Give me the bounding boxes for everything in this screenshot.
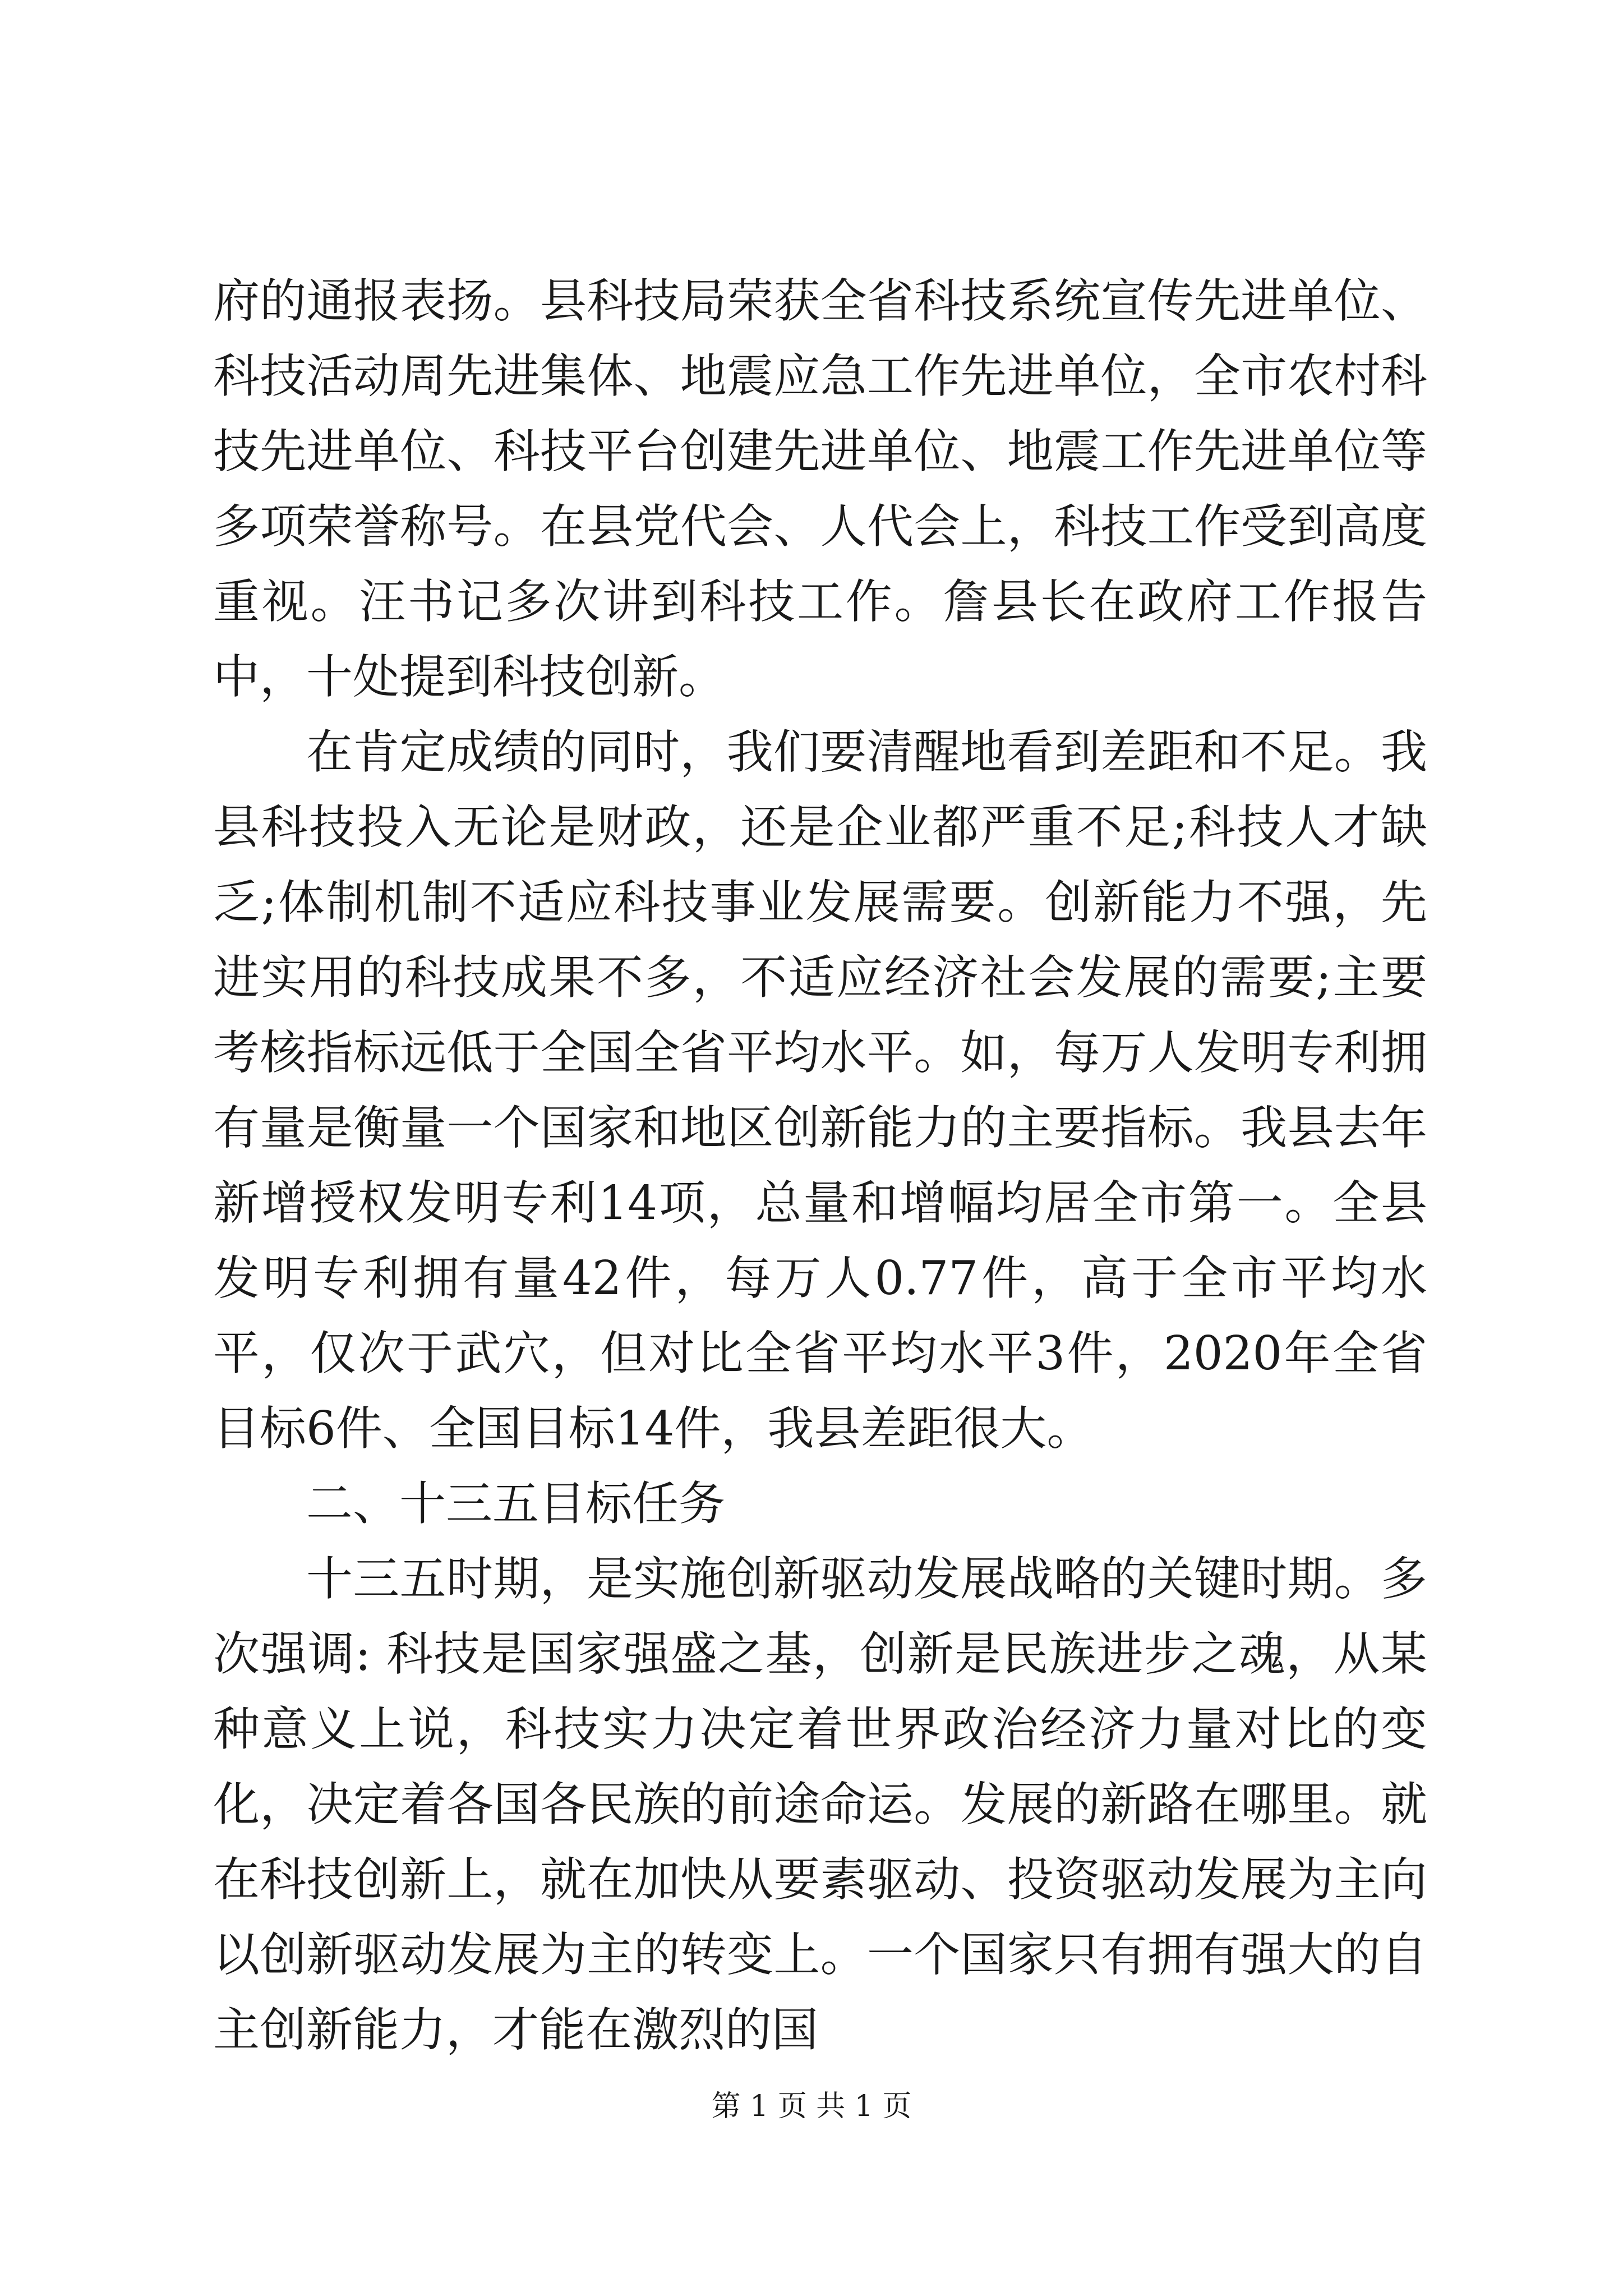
paragraph-goals: 十三五时期，是实施创新驱动发展战略的关键时期。多次强调: 科技是国家强盛之基，创新是民族进步之魂，从某种意义上说，科技实力决定着世界政治经济力量对比的变化，决定着各国各民族的前途命运。发展的新路在哪里。就在科技创新上，就在加快从要素驱动、投资驱动发展为主向以创新驱动发展为主的转变上。一个国家只有拥有强大的自主创新能力，才能在激烈的国 (213, 1552, 1427, 2057)
paragraph-gaps: 在肯定成绩的同时，我们要清醒地看到差距和不足。我县科技投入无论是财政，还是企业都严重不足;科技人才缺乏;体制机制不适应科技事业发展需要。创新能力不强，先进实用的科技成果不多，不适应经济社会发展的需要;主要考核指标远低于全国全省平均水平。如，每万人发明专利拥有量是衡量一个国家和地区创新能力的主要指标。我县去年新增授权发明专利14项，总量和增幅均居全市第一。全县发明专利拥有量42件，每万人0.77件，高于全市平均水平，仅次于武穴，但对比全省平均水平3件，2020年全省目标6件、全国目标14件，我县差距很大。 (213, 725, 1427, 1456)
section-heading: 二、十三五目标任务 (306, 1476, 725, 1531)
page-footer: 第 1 页 共 1 页 (711, 2090, 912, 2123)
document-body (213, 264, 1427, 2068)
paragraph-continued: 府的通报表扬。县科技局荣获全省科技系统宣传先进单位、科技活动周先进集体、地震应急工作先进单位，全市农村科技先进单位、科技平台创建先进单位、地震工作先进单位等多项荣誉称号。在县党代会、人代会上，科技工作受到高度重视。汪书记多次讲到科技工作。詹县长在政府工作报告中，十处提到科技创新。 (213, 274, 1427, 704)
